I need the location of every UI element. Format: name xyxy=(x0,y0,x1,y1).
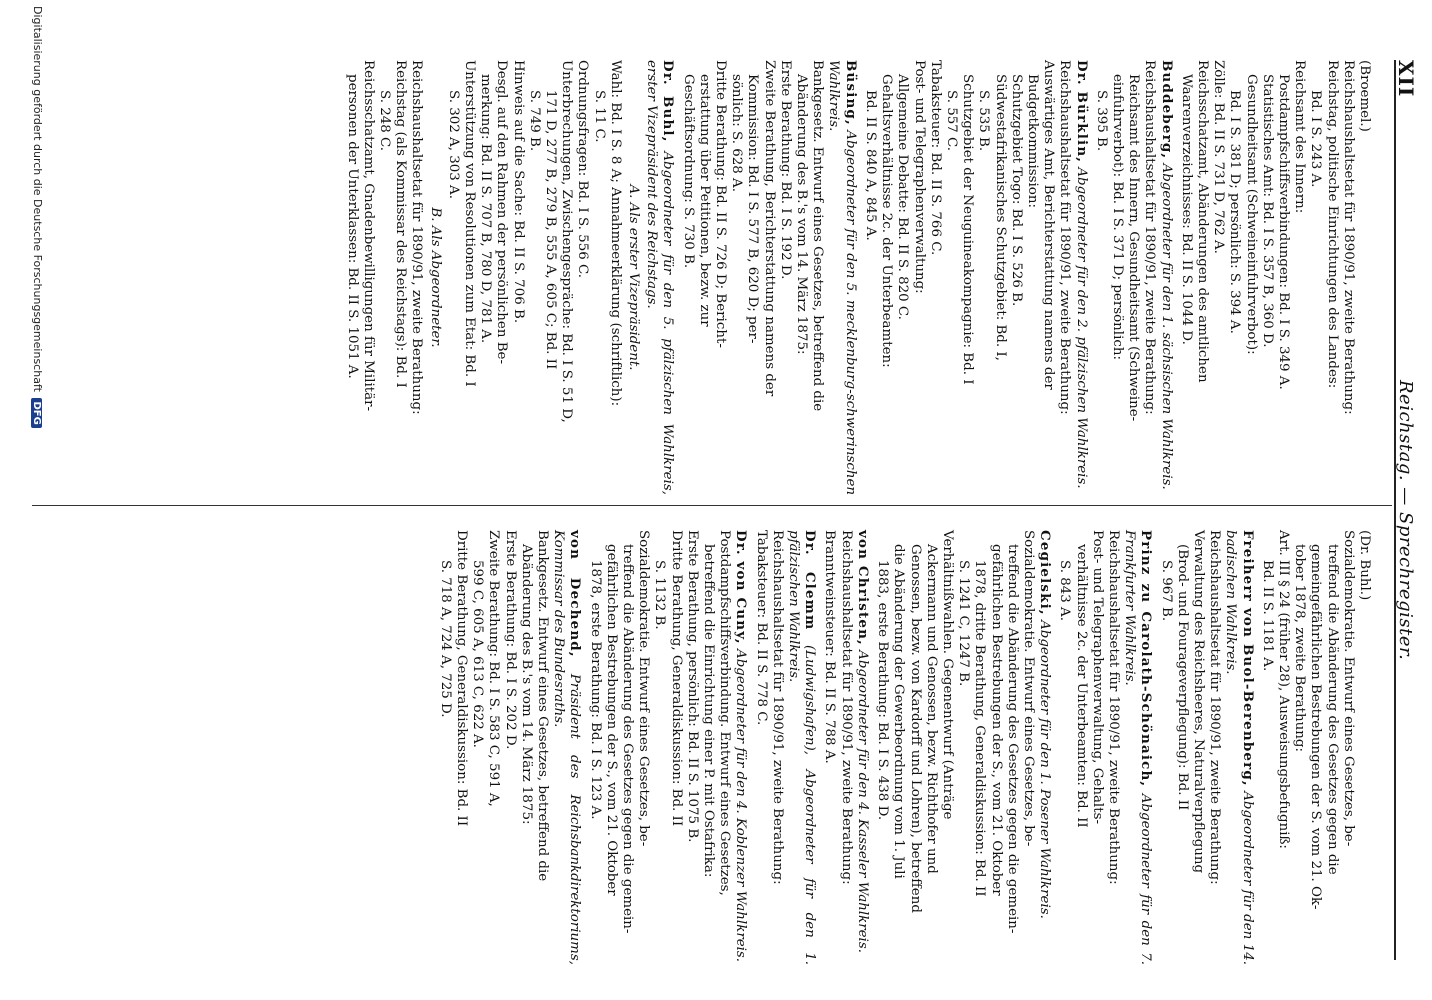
entry-line: Sozialdemokratie. Entwurf eines Gesetzes, be- xyxy=(636,530,652,847)
entry-line: Postdampfschiffsverbindung. Entwurf eines Gesetzes, xyxy=(717,530,733,896)
speaker-role: Abgeordneter für den 2. pfälzischen Wahlkreis. xyxy=(1073,167,1089,489)
footer-text: Digitalisierung gefördert durch die Deutsche Forschungsgemeinschaft xyxy=(31,6,44,392)
speaker-name: Büsing, xyxy=(842,60,859,126)
entry-line: gemeingefährlichen Bestrebungen der S. vom 21. Ok- xyxy=(1308,544,1324,910)
entry-line: Bd. I S. 381 D; persönlich: S. 394 A. xyxy=(1227,90,1243,334)
entry-line: Desgl. auf den Rahmen der persönlichen Be- xyxy=(494,60,510,364)
entry-line: Statistisches Amt: Bd. I S. 357 B, 360 D. xyxy=(1259,74,1275,348)
entry-line: Bankgesetz. Entwurf eines Gesetzes, betreffend die xyxy=(810,60,826,412)
entry-line: 599 C, 605 A, 613 C, 622 A. xyxy=(470,560,486,748)
entry-line: verhältnisse 2c. der Unterbeamten: Bd. II xyxy=(1073,544,1089,828)
entry-line: gefährlichen Bestrebungen der S., vom 21. Oktober xyxy=(603,544,619,896)
left-column xyxy=(340,60,1372,495)
continuation-name: (Broemel.) xyxy=(1357,60,1372,132)
entry-line: Auswärtiges Amt, Berichterstattung namens der xyxy=(1041,60,1057,390)
entry-line: S. 718 A, 724 A, 725 D. xyxy=(437,560,453,718)
entry-line: Reichshaushaltsetat für 1890/91, zweite Berathung: xyxy=(1105,530,1121,885)
entry-line: S. 395 B. xyxy=(1093,90,1109,152)
speaker-role: Abgeordneter für den 1. Posener Wahlkreis. xyxy=(1037,620,1053,919)
speaker-entry xyxy=(874,530,1053,965)
entry-line: Reichsschatzamt, Gnadenbewilligungen für Militär- xyxy=(360,60,376,412)
entry-line: Zweite Berathung: Bd. I S. 583 C, 591 A, xyxy=(486,530,502,807)
speaker-name: Buddeberg, xyxy=(1158,60,1175,160)
entry-line: Erste Berathung: Bd. I S. 192 D. xyxy=(777,60,793,280)
entry-line: sönlich: S. 628 A. xyxy=(729,74,745,192)
entry-line: Geschäftsordnung: S. 730 B. xyxy=(680,74,696,269)
entry-line: Hinweis auf die Sache: Bd. II S. 706 B. xyxy=(510,60,526,324)
entry-line: Budgetkommission: xyxy=(1024,74,1040,208)
entry-line: Allgemeine Debatte: Bd. II S. 820 C. xyxy=(895,74,911,320)
entry-line: Ackermann und Genossen, bezw. Richthofer und xyxy=(923,544,939,874)
speaker-heading xyxy=(550,530,583,965)
entry-line: S. 11 C. xyxy=(591,90,607,143)
right-column xyxy=(434,530,1372,965)
entry-line: treffend die Abänderung des Gesetzes gegen die gemein- xyxy=(620,544,636,934)
entry-line: Gesundheitsamt (Schweineinfuhrverbot): xyxy=(1243,74,1259,355)
speaker-name: Dr. von Cuny, xyxy=(733,530,750,645)
entry-line: Kommission: Bd. I S. 577 B, 620 D; per- xyxy=(745,74,761,344)
entry-line: Gehaltsverhältnisse 2c. der Unterbeamten: xyxy=(879,74,895,368)
speaker-entry xyxy=(437,530,584,965)
entry-line: Reichshaushaltsetat für 1890/91, zweite Berathung: xyxy=(1207,530,1223,885)
speaker-heading xyxy=(643,60,676,495)
speaker-role: Abgeordneter für den 1. sächsischen Wahlkreis. xyxy=(1158,163,1174,490)
entry-line: Waarenverzeichnisses: Bd. II S. 1044 D. xyxy=(1178,74,1194,345)
entry-line: Reichsamt des Innern, Gesundheitsamt (Schweine- xyxy=(1126,74,1142,422)
entry-line: Dritte Berathung, Generaldiskussion: Bd. II xyxy=(454,530,470,827)
entry-line: Tabaksteuer: Bd. II S. 778 C. xyxy=(753,530,769,726)
speaker-role: Abgeordneter für den 14. badischen Wahlkreis. xyxy=(1223,530,1255,965)
speaker-heading xyxy=(854,530,871,965)
entry-line: Art. III § 24 (früher 28), Ausweisungsbefugniß: xyxy=(1275,530,1291,849)
continuation-name: (Dr. Buhl.) xyxy=(1357,530,1372,601)
entry-line: Erste Berathung, persönlich: Bd. II S. 1075 B. xyxy=(684,530,700,843)
entry-line: erstattung über Petitionen, bezw. zur xyxy=(696,74,712,327)
entry-line: Unterbrechungen, Zwischengespräche: Bd. I S. 51 D, xyxy=(559,60,575,423)
entry-line: S. 248 C. xyxy=(377,90,393,152)
speaker-name: Dr. Clemm xyxy=(802,530,819,631)
speaker-heading xyxy=(1072,60,1089,495)
speaker-name: Dr. Bürklin, xyxy=(1073,60,1090,164)
running-head: Reichstag. — Sprechregister. xyxy=(1395,380,1416,661)
entry-line: S. 1132 B. xyxy=(652,560,668,630)
entry-line: 1883, erste Berathung: Bd. I S. 438 D. xyxy=(875,560,891,821)
entry-line: Abänderung des B.'s vom 14. März 1875: xyxy=(518,544,534,825)
speaker-heading xyxy=(732,530,749,965)
footer-credit xyxy=(31,6,44,428)
speaker-heading xyxy=(825,60,858,495)
entry-line: Reichshaushaltsetat für 1890/91, zweite Berathung: xyxy=(838,530,854,885)
entry-line: S. 843 A. xyxy=(1057,560,1073,621)
entry-line: Reichstag (als Kommissar des Reichstags): Bd. I xyxy=(393,60,409,388)
entry-line: 1878, dritte Berathung, Generaldiskussion: Bd. II xyxy=(972,560,988,897)
entry-line: tober 1878, zweite Berathung: xyxy=(1292,544,1308,752)
page-header xyxy=(1384,60,1424,960)
entry-line: Verhältnißwahlen. Gegenentwurf (Anträge xyxy=(939,530,955,820)
entry-line: betreffend die Einrichtung einer P. mit Ostafrika: xyxy=(701,544,717,878)
speaker-role: Abgeordneter für den 7. Frankfurter Wahlkreis. xyxy=(1122,530,1154,965)
speaker-name: von Dechend, xyxy=(567,530,584,658)
entry-line: Ordnungsfragen: Bd. I S. 556 C. xyxy=(575,60,591,279)
entry-line: Abänderung des B.'s vom 14. März 1875: xyxy=(794,74,810,355)
entry-line: Sozialdemokratie. Entwurf eines Gesetzes, be- xyxy=(1020,530,1036,847)
speaker-entry xyxy=(679,60,858,495)
entry-line: gefährlichen Bestrebungen der S., vom 21. Oktober xyxy=(988,544,1004,896)
speaker-entry xyxy=(586,530,749,965)
entry-line: Bd. II S. 840 A, 845 A. xyxy=(862,90,878,241)
entry-line: Reichshaushaltsetat für 1890/91, zweite Berathung: xyxy=(1340,60,1356,415)
entry-line: treffend die Abänderung des Gesetzes gegen die gemein- xyxy=(1004,544,1020,934)
speaker-role: Abgeordneter für den 5. pfälzischen Wahlkreis, erster Vizepräsident des Reichstags. xyxy=(644,60,676,495)
entry-line: Bd. II S. 1181 A. xyxy=(1259,560,1275,672)
speaker-name: Freiherr von Buol-Berenberg, xyxy=(1239,530,1256,787)
entry-line: treffend die Abänderung des Gesetzes gegen die xyxy=(1324,544,1340,875)
entry-line: Erste Berathung: Bd. I S. 202 D. xyxy=(502,530,518,750)
speaker-role: Abgeordneter für den 4. Kasseler Wahlkreis. xyxy=(854,650,870,953)
entry-line: 171 D, 277 B, 279 B, 555 A, 605 C; Bd. II xyxy=(543,90,559,370)
speaker-heading xyxy=(1121,530,1154,965)
speaker-name: Cegielski, xyxy=(1037,530,1054,616)
entry-line: S. 302 A, 303 A. xyxy=(445,90,461,199)
entry-line: 1878, erste Berathung: Bd. I S. 123 A. xyxy=(587,560,603,820)
entry-line: A. Als erster Vizepräsident. xyxy=(626,184,642,371)
entry-line: Postdampfschiffsverbindungen: Bd. I S. 349 A. xyxy=(1275,74,1291,390)
speaker-heading xyxy=(1222,530,1255,965)
speaker-role: Abgeordneter für den 4. Koblenzer Wahlkreis. xyxy=(733,649,749,963)
entry-line: Reichstag, politische Einrichtungen des Landes: xyxy=(1324,60,1340,389)
speaker-heading xyxy=(1157,60,1174,495)
entry-line: Post- und Telegraphenverwaltung, Gehalts- xyxy=(1089,530,1105,824)
entry-line: (Brod- und Fourageverpflegung): Bd. II xyxy=(1174,544,1190,811)
entry-line: Reichshaushaltsetat für 1890/91, zweite Berathung: xyxy=(409,60,425,415)
entry-line: Dritte Berathung: Bd. II S. 726 D; Bericht- xyxy=(713,60,729,348)
entry-line: Zölle: Bd. II S. 731 D, 762 A. xyxy=(1211,60,1227,254)
entry-line: Unterstützung von Resolutionen zum Etat: Bd. I xyxy=(462,60,478,387)
entry-line: Südwestafrikanisches Schutzgebiet: Bd. I, xyxy=(992,74,1008,361)
speaker-entry xyxy=(1157,530,1255,965)
speaker-role: Abgeordneter für den 5. mecklenburg-schwerinschen Wahlkreis. xyxy=(826,60,858,495)
speaker-entry xyxy=(1056,530,1154,965)
entry-line: S. 967 B. xyxy=(1158,560,1174,622)
entry-line: Reichsschatzamt, Abänderungen des amtlichen xyxy=(1194,60,1210,383)
speaker-entry xyxy=(343,60,676,495)
entry-line: Dritte Berathung, Generaldiskussion: Bd. II xyxy=(668,530,684,827)
continuation-block xyxy=(1178,60,1372,495)
entry-line: Bankgesetz. Entwurf eines Gesetzes, betreffend die xyxy=(535,530,551,882)
entry-line: Sozialdemokratie. Entwurf eines Gesetzes, be- xyxy=(1340,530,1356,847)
entry-line: Reichsamt des Innern: xyxy=(1292,60,1308,214)
entry-line: Tabaksteuer: Bd. II S. 766 C. xyxy=(927,60,943,256)
entry-line: Post- und Telegraphenverwaltung: xyxy=(911,60,927,294)
entry-line: Reichshaushaltsetat für 1890/91, zweite Berathung: xyxy=(1057,60,1073,415)
speaker-role: Präsident des Reichsbankdirektoriums, Kommissar des Bundesraths. xyxy=(551,530,583,965)
entry-line: Bd. I S. 243 A. xyxy=(1308,90,1324,188)
speaker-entry xyxy=(752,530,818,965)
speaker-role: (Ludwigshafen), Abgeordneter für den 1. pfälzischen Wahlkreis. xyxy=(786,530,818,965)
speaker-entry xyxy=(821,530,871,965)
entry-line: die Abänderung der Gewerbeordnung vom 1. Juli xyxy=(891,544,907,879)
entry-line: Verwaltung des Reichsheeres, Naturalverpflegung xyxy=(1190,530,1206,874)
speaker-name: Dr. Buhl, xyxy=(660,60,677,143)
entry-line: Reichshaushaltsetat für 1890/91, zweite Berathung: xyxy=(769,530,785,885)
speaker-heading xyxy=(785,530,818,965)
entry-line: Reichshaushaltsetat für 1890/91, zweite Berathung: xyxy=(1142,60,1158,415)
entry-line: B. Als Abgeordneter. xyxy=(427,207,443,348)
entry-line: Schutzgebiet der Neuguineakompagnie: Bd. I xyxy=(960,74,976,385)
entry-line: Schutzgebiet Togo: Bd. I S. 526 B. xyxy=(1008,74,1024,307)
entry-line: S. 557 C. xyxy=(943,90,959,152)
column-divider xyxy=(32,505,1392,506)
entry-line: S. 1241 C, 1247 B. xyxy=(956,560,972,687)
entry-line: Zweite Berathung, Berichterstattung namens der xyxy=(761,60,777,397)
entry-line: Genossen, bezw. von Kardorff und Lohren), betreffend xyxy=(907,544,923,913)
entry-line: S. 535 B. xyxy=(976,90,992,152)
continuation-block xyxy=(1259,530,1372,965)
entry-line: einfuhrverbot): Bd. I S. 371 D; persönlich: xyxy=(1109,74,1125,360)
speaker-name: Prinz zu Carolath-Schönaich, xyxy=(1138,530,1155,788)
speaker-heading xyxy=(1036,530,1053,965)
speaker-name: von Christen, xyxy=(854,530,871,646)
entry-line: Wahl: Bd. I S. 8 A; Annahmeerklärung (schriftlich): xyxy=(607,60,623,407)
speaker-entry xyxy=(1093,60,1175,495)
page-number: XII xyxy=(1394,60,1418,98)
entry-line: S. 749 B. xyxy=(526,90,542,152)
dfg-logo: DFG xyxy=(31,398,42,427)
speaker-entry xyxy=(862,60,1090,495)
header-rule xyxy=(1394,60,1396,960)
entry-line: merkung: Bd. II S. 707 B, 780 D, 781 A. xyxy=(478,74,494,344)
entry-line: Branntweinsteuer: Bd. II S. 788 A. xyxy=(822,530,838,764)
entry-line: personen der Unterklassen: Bd. II S. 1051 A. xyxy=(344,74,360,379)
